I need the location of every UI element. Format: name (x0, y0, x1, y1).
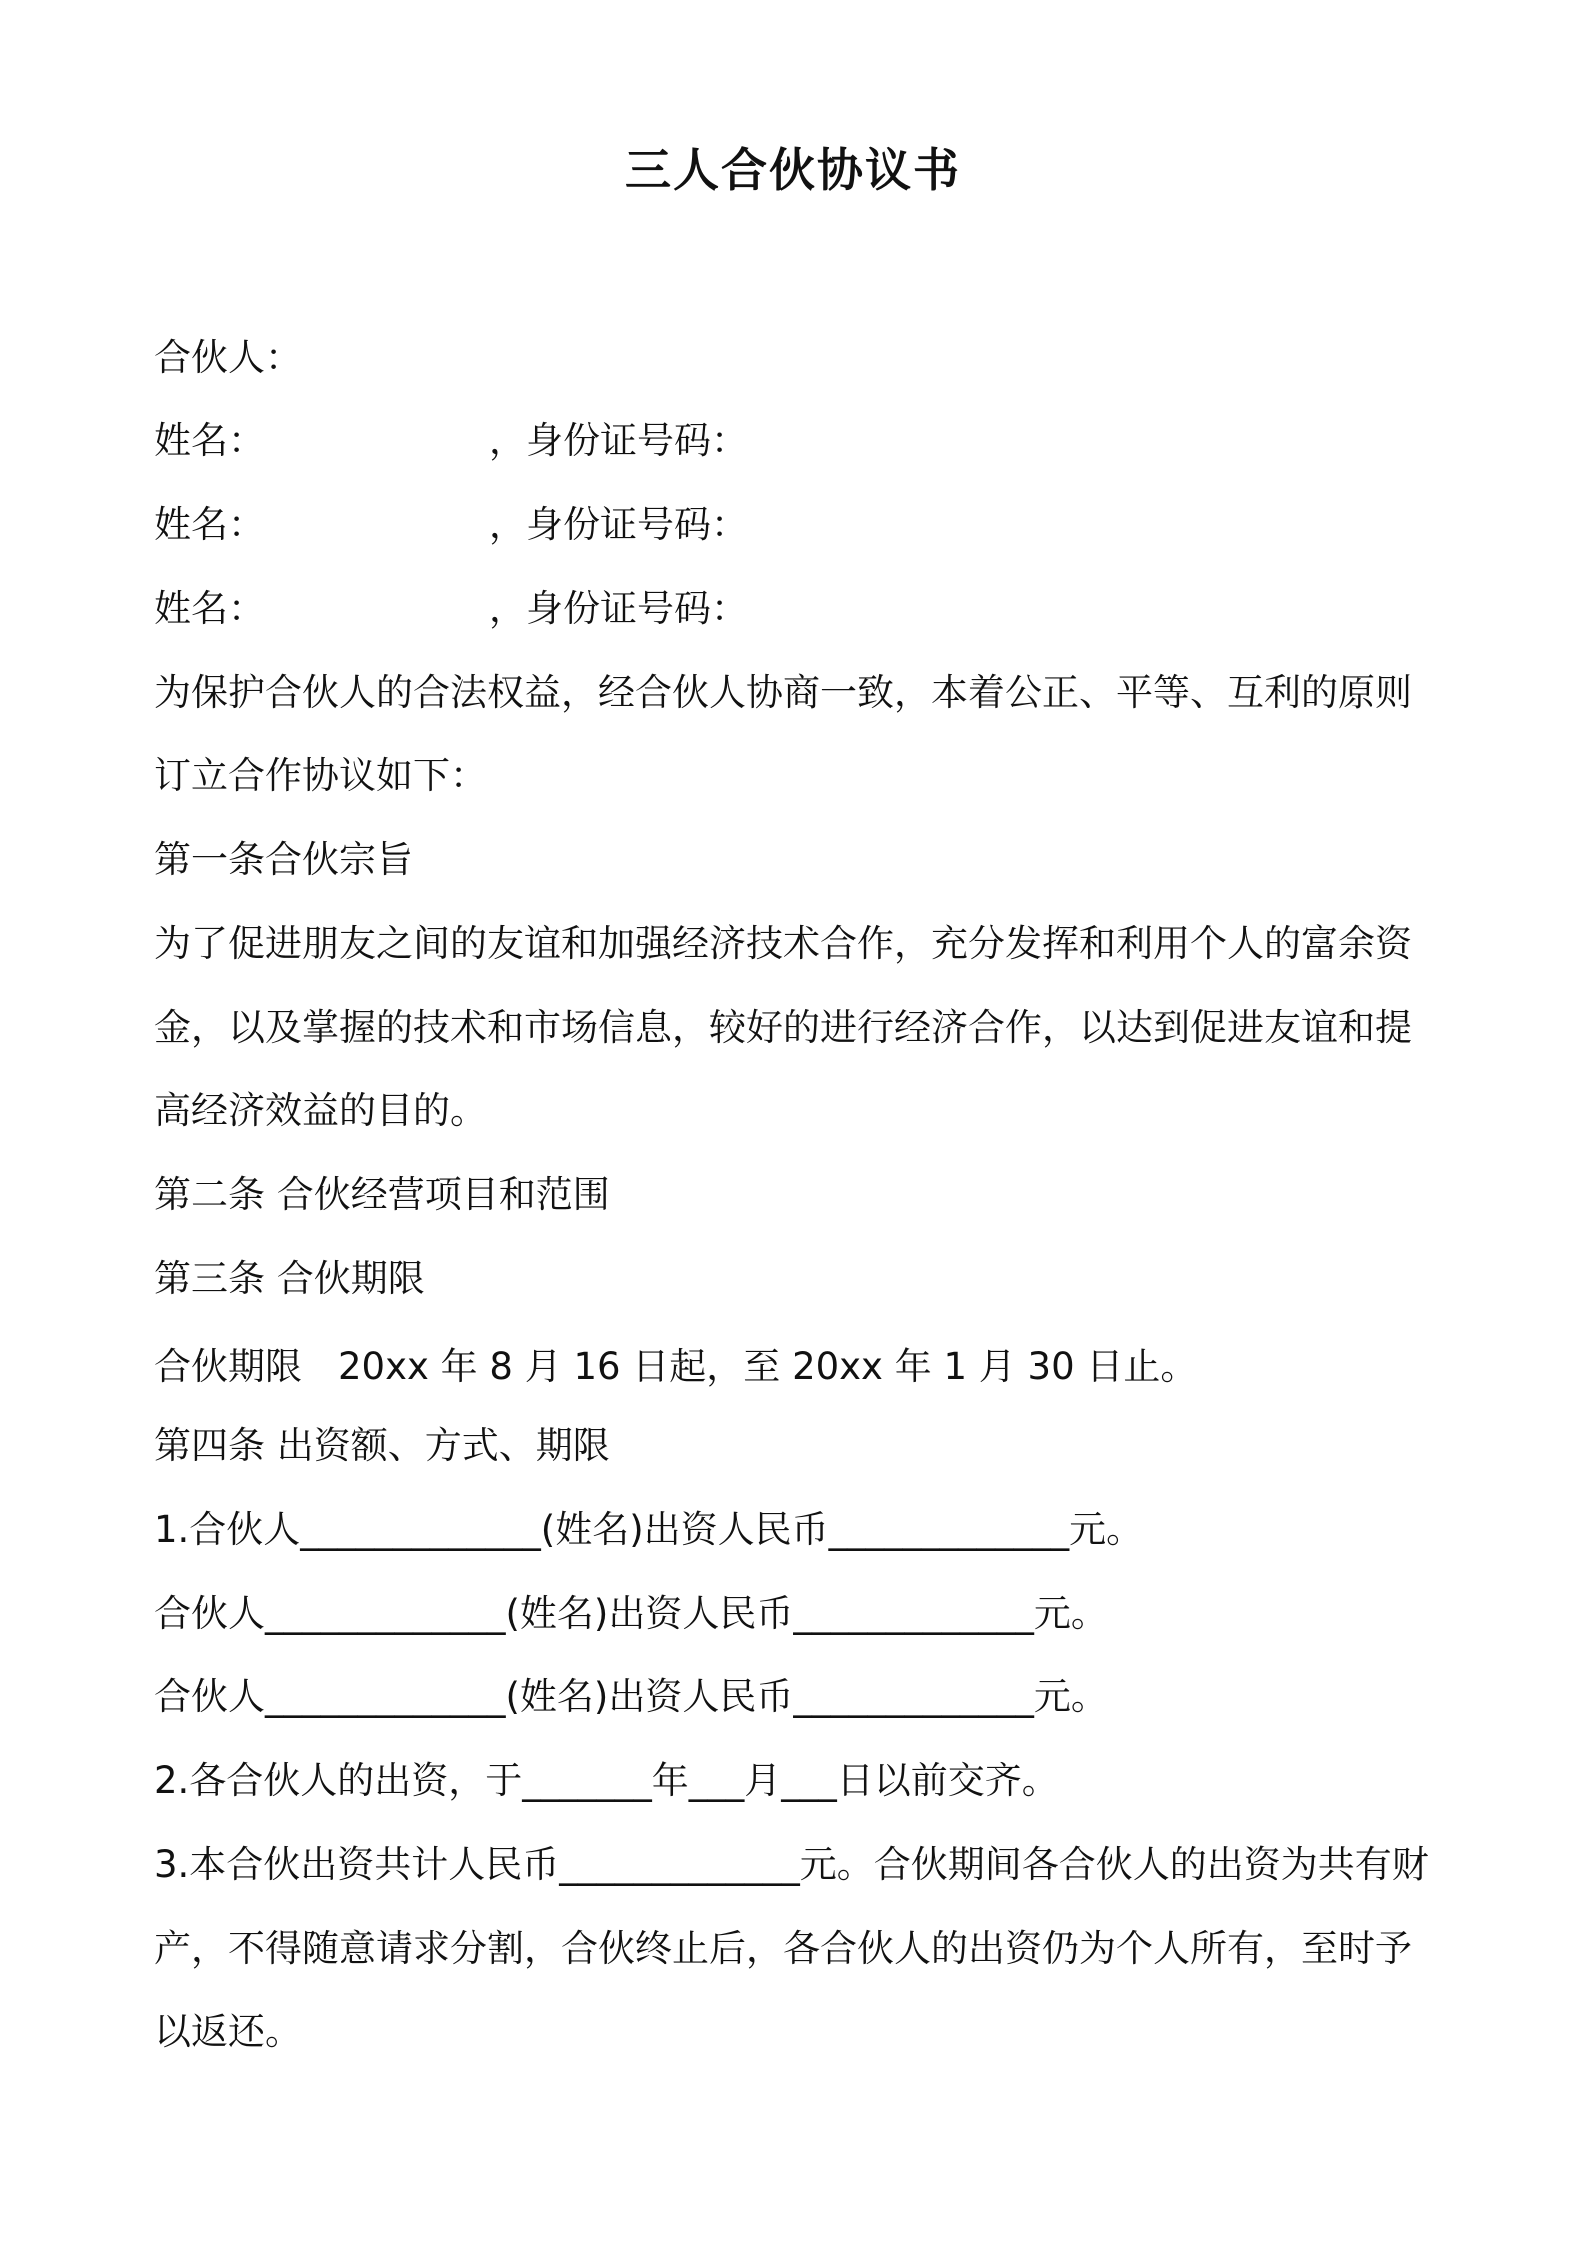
article-2-heading: 第二条 合伙经营项目和范围 (154, 1173, 610, 1216)
partner-row-1 (154, 413, 1446, 469)
term-label: 合伙期限 (154, 1345, 302, 1388)
partner-1-name-label: 姓名： (154, 419, 265, 462)
term-line (154, 1339, 1446, 1395)
partner-row-2 (154, 497, 1446, 553)
article-1-line-2: 金，以及掌握的技术和市场信息，较好的进行经济合作，以达到促进友谊和提 (154, 1006, 1412, 1049)
article-4-heading: 第四条 出资额、方式、期限 (154, 1424, 610, 1467)
intro-line-2: 订立合作协议如下： (154, 754, 487, 797)
contribution-line-2: 合伙人_____________(姓名)出资人民币_____________元。 (154, 1592, 1108, 1635)
partner-3-name-label: 姓名： (154, 587, 265, 630)
contribution-line-1: 1.合伙人_____________(姓名)出资人民币_____________元。 (154, 1508, 1144, 1551)
partner-2-id-label: ，身份证号码： (489, 503, 748, 546)
term-dates: 20xx 年 8 月 16 日起，至 20xx 年 1 月 30 日止。 (338, 1345, 1198, 1388)
article-1-line-3: 高经济效益的目的。 (154, 1089, 487, 1132)
article-1-heading: 第一条合伙宗旨 (154, 838, 413, 881)
total-capital-line-1: 3.本合伙出资共计人民币_____________元。合伙期间各合伙人的出资为共有财 (154, 1843, 1429, 1886)
partner-3-id-label: ，身份证号码： (489, 587, 748, 630)
total-capital-line-2: 产，不得随意请求分割，合伙终止后，各合伙人的出资仍为个人所有，至时予 (154, 1927, 1412, 1970)
partner-1-id-label: ，身份证号码： (489, 419, 748, 462)
partner-row-3 (154, 581, 1446, 637)
contribution-line-3: 合伙人_____________(姓名)出资人民币_____________元。 (154, 1675, 1108, 1718)
article-1-line-1: 为了促进朋友之间的友谊和加强经济技术合作，充分发挥和利用个人的富余资 (154, 922, 1412, 965)
total-capital-line-3: 以返还。 (154, 2010, 302, 2053)
article-3-heading: 第三条 合伙期限 (154, 1257, 425, 1300)
partners-heading: 合伙人： (154, 336, 302, 379)
document-title: 三人合伙协议书 (625, 143, 961, 197)
intro-line-1: 为保护合伙人的合法权益，经合伙人协商一致，本着公正、平等、互利的原则 (154, 671, 1412, 714)
payment-deadline-line: 2.各合伙人的出资，于_______年___月___日以前交齐。 (154, 1759, 1059, 1802)
partner-2-name-label: 姓名： (154, 503, 265, 546)
